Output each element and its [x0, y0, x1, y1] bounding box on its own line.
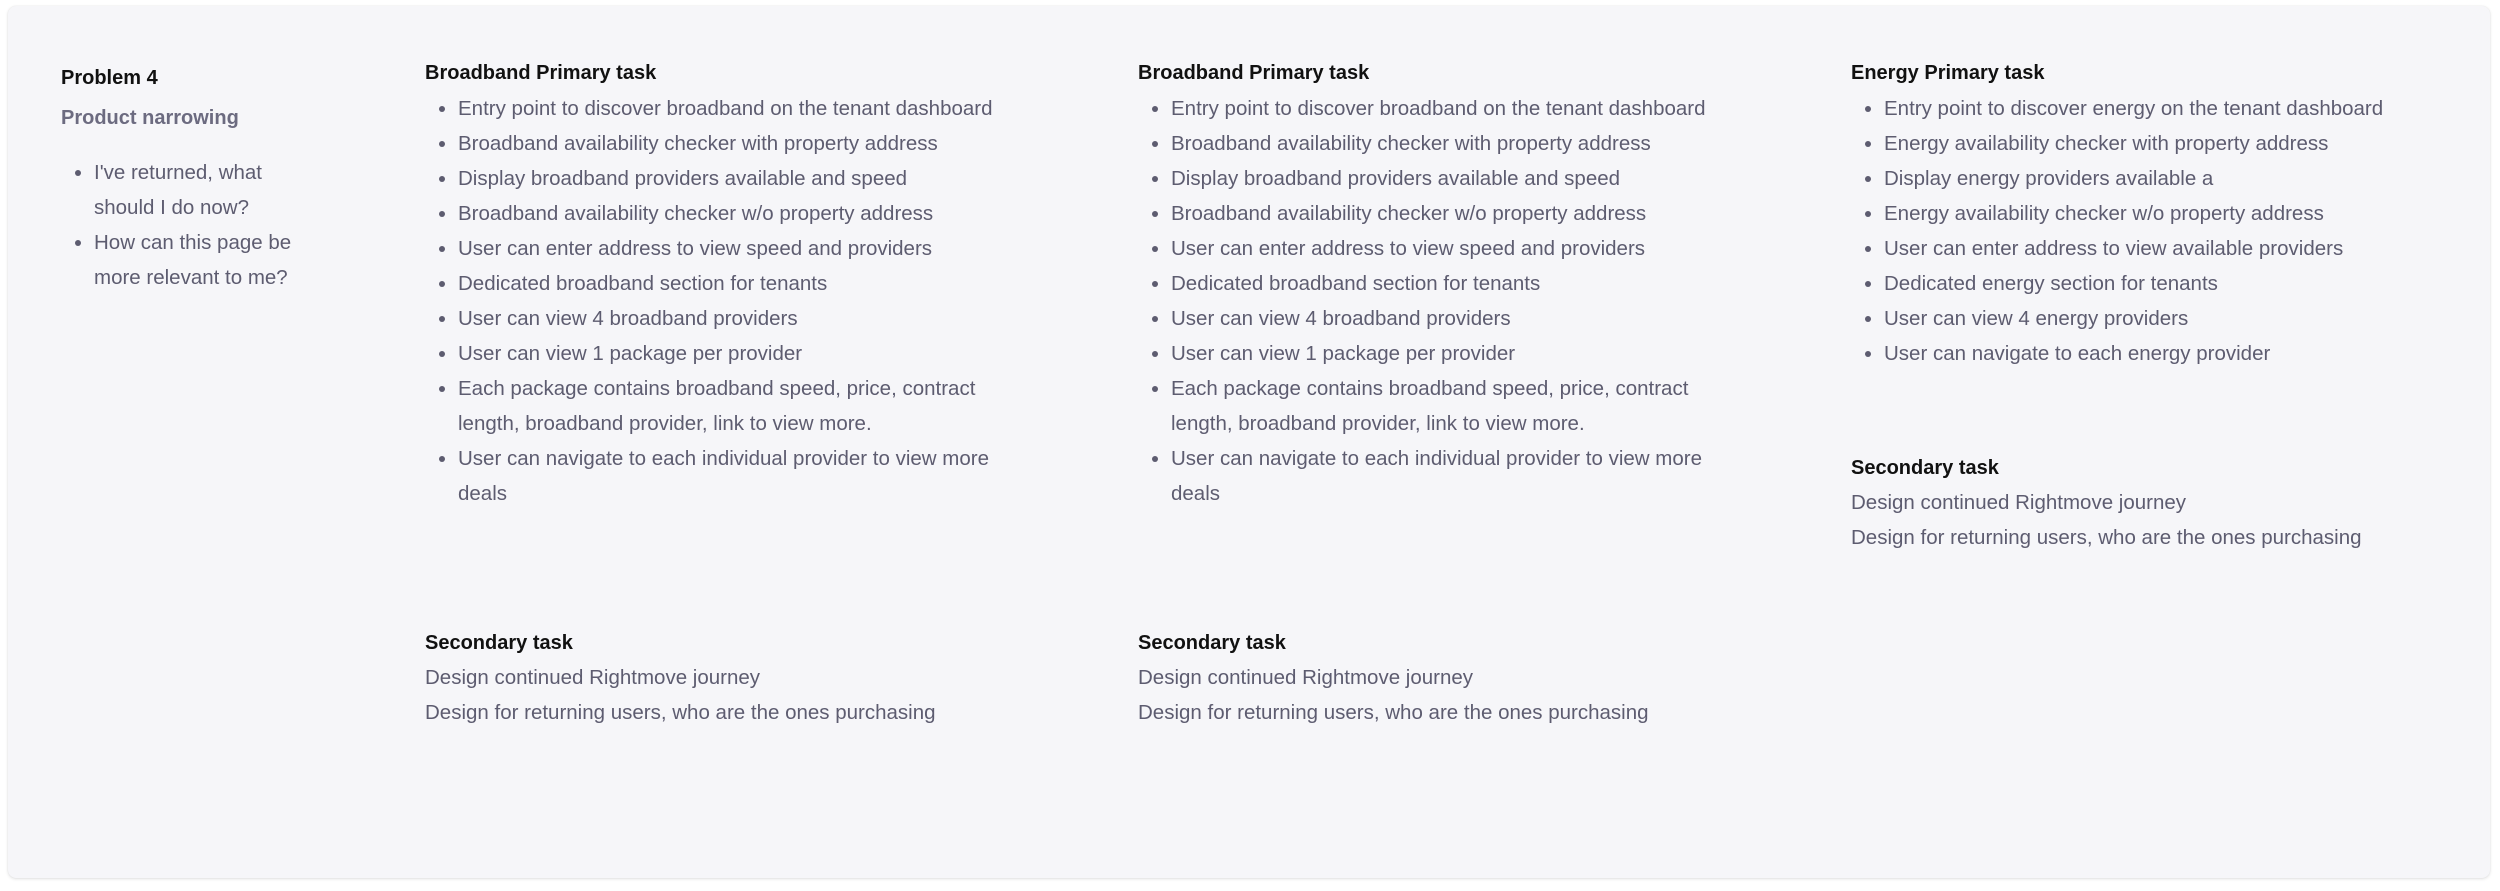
primary-task-list	[1138, 91, 1748, 511]
secondary-task-line: Design for returning users, who are the ones purchasing	[425, 701, 936, 724]
secondary-task-title: Secondary task	[1851, 457, 1999, 479]
list-item: How can this page be more relevant to me?	[94, 225, 321, 295]
list-item: User can view 4 broadband providers	[1171, 301, 1748, 336]
list-item: Broadband availability checker with property address	[458, 126, 1035, 161]
secondary-task-title: Secondary task	[1138, 632, 1286, 654]
list-item: User can view 4 broadband providers	[458, 301, 1035, 336]
list-item: Each package contains broadband speed, price, contract length, broadband provider, link to view more.	[1171, 371, 1748, 441]
list-item: Dedicated broadband section for tenants	[1171, 266, 1748, 301]
list-item: User can view 1 package per provider	[1171, 336, 1748, 371]
broadband-column-2	[1138, 59, 1748, 511]
list-item: User can navigate to each energy provider	[1884, 336, 2461, 371]
secondary-task-line: Design for returning users, who are the ones purchasing	[1851, 526, 2362, 549]
list-item: Energy availability checker w/o property address	[1884, 196, 2461, 231]
list-item: User can enter address to view speed and providers	[1171, 231, 1748, 266]
problem-subtitle: Product narrowing	[61, 107, 239, 129]
problem-column	[61, 64, 321, 295]
list-item: Broadband availability checker with property address	[1171, 126, 1748, 161]
list-item: Display broadband providers available and speed	[1171, 161, 1748, 196]
primary-task-list	[1851, 91, 2461, 371]
list-item: Each package contains broadband speed, price, contract length, broadband provider, link to view more.	[458, 371, 1035, 441]
primary-task-title: Broadband Primary task	[1138, 62, 1370, 84]
secondary-task-block-3	[1851, 454, 2461, 555]
list-item: Display energy providers available a	[1884, 161, 2461, 196]
secondary-task-block-2	[1138, 629, 1748, 730]
content-card	[8, 6, 2490, 878]
list-item: User can enter address to view speed and providers	[458, 231, 1035, 266]
list-item: Energy availability checker with property address	[1884, 126, 2461, 161]
list-item: User can enter address to view available providers	[1884, 231, 2461, 266]
list-item: Broadband availability checker w/o property address	[458, 196, 1035, 231]
list-item: User can view 1 package per provider	[458, 336, 1035, 371]
problem-title: Problem 4	[61, 67, 158, 89]
secondary-task-line: Design continued Rightmove journey	[1138, 666, 1474, 689]
secondary-task-line: Design continued Rightmove journey	[425, 666, 761, 689]
broadband-column-1	[425, 59, 1035, 511]
secondary-task-line: Design for returning users, who are the ones purchasing	[1138, 701, 1649, 724]
list-item: Entry point to discover broadband on the tenant dashboard	[1171, 91, 1748, 126]
list-item: Dedicated energy section for tenants	[1884, 266, 2461, 301]
secondary-task-title: Secondary task	[425, 632, 573, 654]
list-item: Entry point to discover energy on the tenant dashboard	[1884, 91, 2461, 126]
primary-task-list	[425, 91, 1035, 511]
problem-question-list	[61, 155, 321, 295]
list-item: Entry point to discover broadband on the tenant dashboard	[458, 91, 1035, 126]
list-item: Broadband availability checker w/o property address	[1171, 196, 1748, 231]
list-item: Display broadband providers available and speed	[458, 161, 1035, 196]
primary-task-title: Energy Primary task	[1851, 62, 2045, 84]
list-item: I've returned, what should I do now?	[94, 155, 321, 225]
primary-task-title: Broadband Primary task	[425, 62, 657, 84]
list-item: User can view 4 energy providers	[1884, 301, 2461, 336]
secondary-task-line: Design continued Rightmove journey	[1851, 491, 2187, 514]
list-item: Dedicated broadband section for tenants	[458, 266, 1035, 301]
list-item: User can navigate to each individual provider to view more deals	[1171, 441, 1748, 511]
energy-column	[1851, 59, 2461, 371]
secondary-task-block-1	[425, 629, 1035, 730]
list-item: User can navigate to each individual provider to view more deals	[458, 441, 1035, 511]
